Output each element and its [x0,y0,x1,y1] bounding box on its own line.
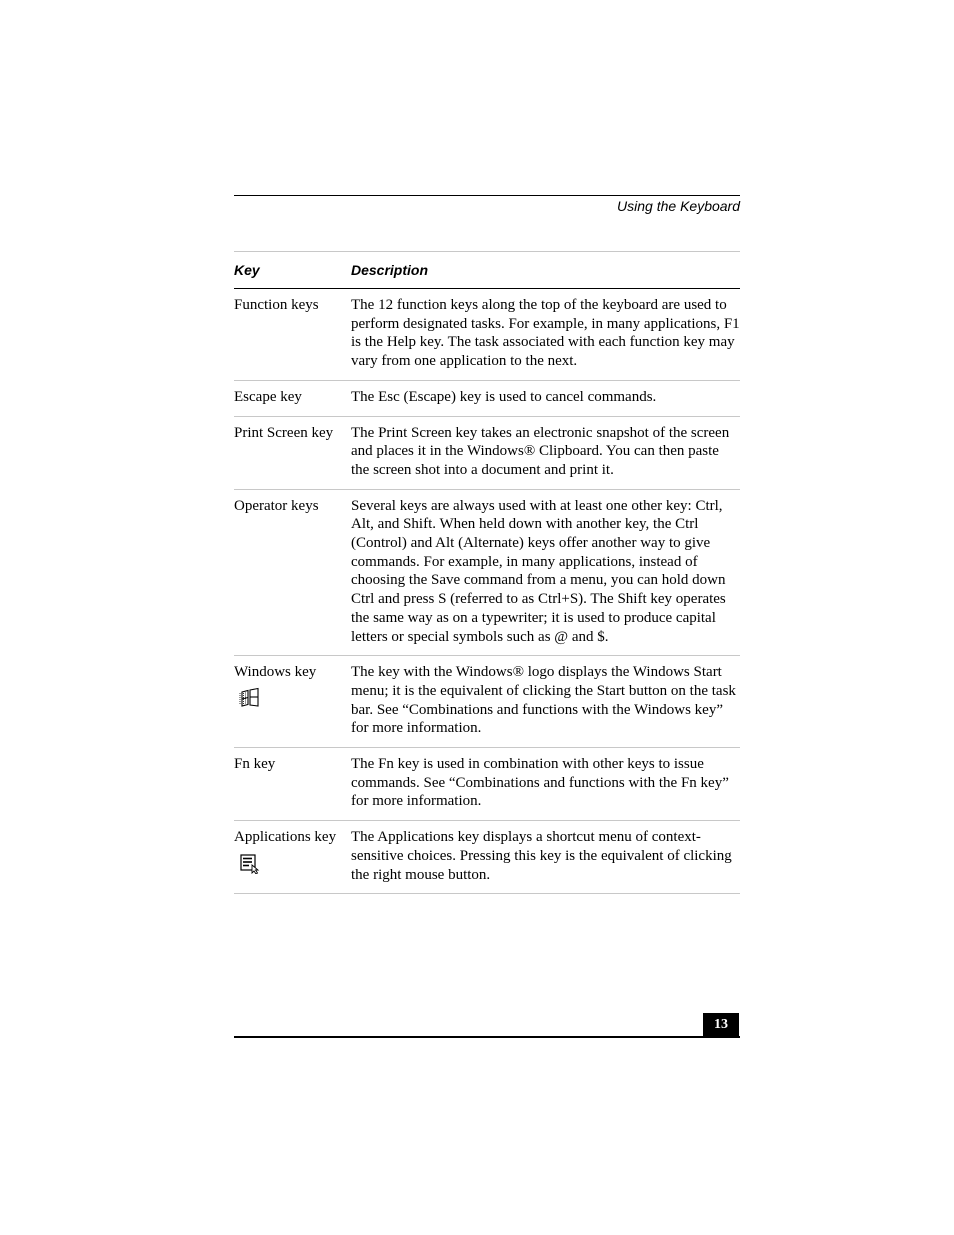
bottom-rule [234,1036,740,1038]
page-number: 13 [703,1013,739,1037]
key-name: Applications key [234,829,337,846]
key-name: Windows key [234,664,317,681]
key-name: Escape key [234,388,302,405]
table-header [234,252,740,289]
key-name: Operator keys [234,497,319,514]
keys-table [234,251,740,894]
key-description: The Applications key displays a shortcut menu of context-sensitive choices. Pressing this key is the equivalent of clicking the right mouse button. [351,829,732,883]
key-description: The Esc (Escape) key is used to cancel commands. [351,388,657,405]
table-row [234,289,740,381]
key-name: Fn key [234,756,276,773]
key-name: Function keys [234,297,319,313]
key-description: The key with the Windows® logo displays the Windows Start menu; it is the equivalent of clicking the Start button on the task bar. See “Combinations and functions with the Windows key” for more information. [351,664,736,737]
table-row [234,490,740,657]
table-row [234,821,740,894]
table-row [234,656,740,748]
table-row [234,417,740,490]
key-name: Print Screen key [234,424,334,441]
column-header-description: Description [351,262,429,278]
key-description: The Fn key is used in combination with other keys to issue commands. See “Combinations and functions with the Fn key” for more information. [351,756,729,810]
table-row [234,381,740,417]
applications-menu-icon [239,852,261,874]
running-head: Using the Keyboard [617,198,740,214]
top-rule [234,195,740,196]
key-description: Several keys are always used with at least one other key: Ctrl, Alt, and Shift. When held down with another key, the Ctrl (Control) and Alt (Alternate) keys offer another way to give commands. For example, in many applications, instead of choosing the Save command from a menu, you can hold down Ctrl and press S (referred to as Ctrl+S). The Shift key operates the same way as on a typewriter; it is used to produce capital letters or special symbols such as @ and $. [351,497,726,645]
windows-logo-icon [239,687,261,709]
key-description: The 12 function keys along the top of the keyboard are used to perform designated tasks. For example, in many applications, F1 is the Help key. The task associated with each function key may vary from one application to the next. [351,297,740,370]
table-row [234,748,740,821]
column-header-key: Key [234,262,260,278]
key-description: The Print Screen key takes an electronic snapshot of the screen and places it in the Windows® Clipboard. You can then paste the screen shot into a document and print it. [351,424,730,478]
